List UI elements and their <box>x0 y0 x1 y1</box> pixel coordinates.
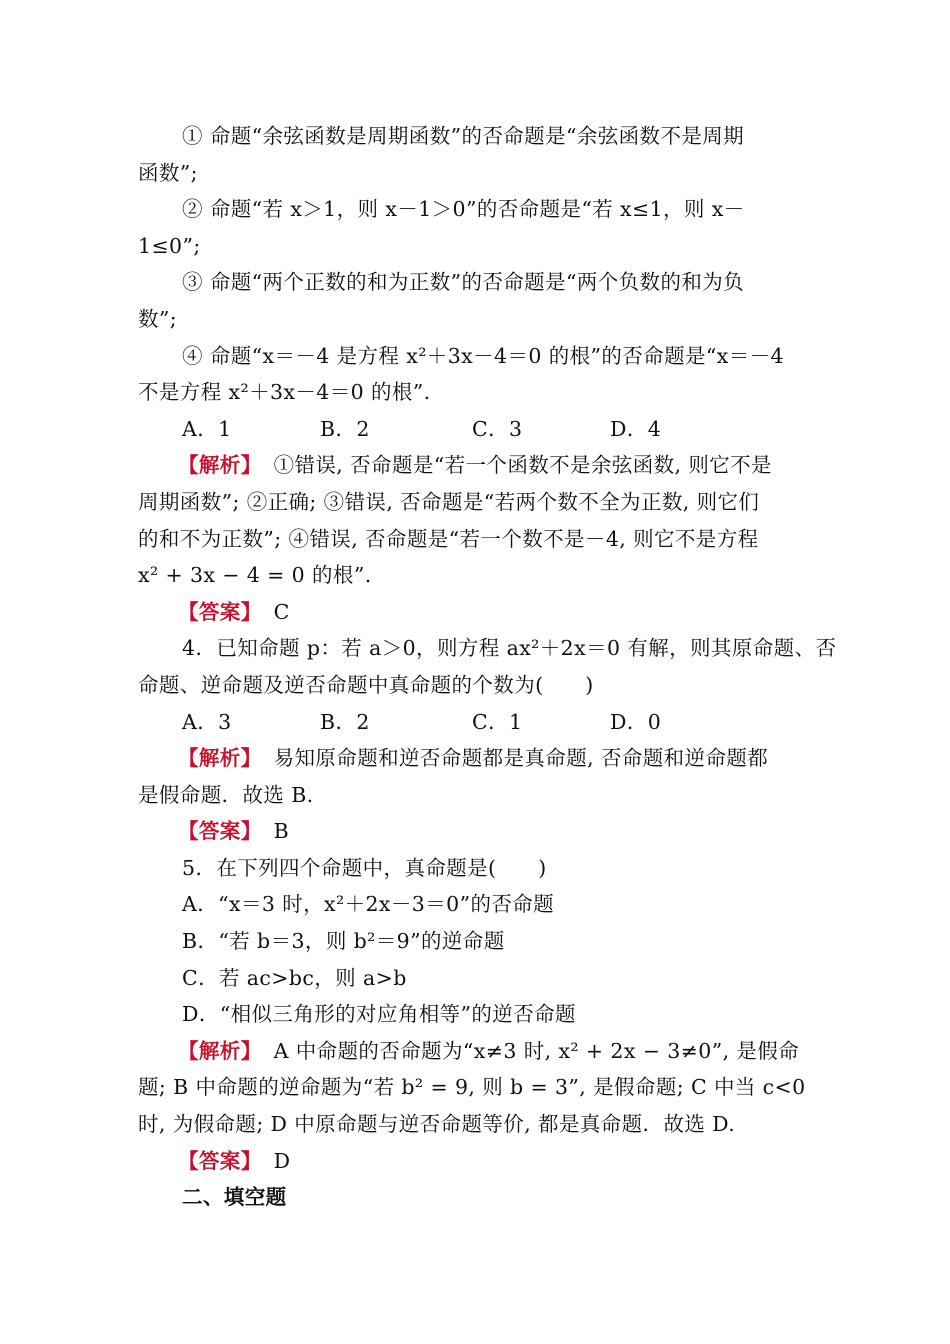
text-line: 函数”; <box>138 160 198 185</box>
tag-text: D <box>273 1148 291 1173</box>
answer-options <box>138 704 818 741</box>
tag-text: C <box>273 599 290 624</box>
text-line: D．“相似三角形的对应角相等”的逆否命题 <box>182 1002 576 1027</box>
option-b: B．2 <box>320 416 370 441</box>
document-body <box>138 118 837 1216</box>
analysis-line <box>138 1033 818 1070</box>
text-line: B．“若 b＝3，则 b²＝9”的逆命题 <box>182 929 505 954</box>
tag-text: ①错误, 否命题是“若一个函数不是余弦函数, 则它不是 <box>273 453 772 478</box>
text-line: A．“x＝3 时，x²＋2x－3＝0”的否命题 <box>182 892 555 917</box>
option-d: D．4 <box>610 416 662 441</box>
text-line: C．若 ac>bc，则 a>b <box>182 965 407 990</box>
text-line: ① 命题“余弦函数是周期函数”的否命题是“余弦函数不是周期 <box>182 124 745 148</box>
option-d: D．0 <box>610 709 662 734</box>
text-line: 时, 为假命题; D 中原命题与逆否命题等价, 都是真命题．故选 D. <box>138 1112 736 1137</box>
answer-line <box>138 1143 818 1180</box>
text-line: 不是方程 x²＋3x－4＝0 的根”. <box>138 380 431 405</box>
answer-tag: 【答案】 <box>178 1148 262 1173</box>
text-line: 题; B 中命题的逆命题为“若 b² = 9, 则 b = 3”, 是假命题; C 中当 c<0 <box>138 1075 806 1100</box>
text-line: 命题、逆命题及逆否命题中真命题的个数为( ) <box>138 672 594 697</box>
text-line: 4．已知命题 p：若 a＞0，则方程 ax²＋2x＝0 有解，则其原命题、否 <box>182 636 837 661</box>
option-a: A．1 <box>182 416 232 441</box>
analysis-tag: 【解析】 <box>178 453 262 478</box>
analysis-tag: 【解析】 <box>178 1038 262 1063</box>
answer-tag: 【答案】 <box>178 819 262 844</box>
answer-options <box>138 411 818 448</box>
text-line: 1≤0”; <box>138 233 201 258</box>
option-c: C．1 <box>472 709 523 734</box>
option-a: A．3 <box>182 709 232 734</box>
answer-line <box>138 594 818 631</box>
option-b: B．2 <box>320 709 370 734</box>
analysis-line <box>138 740 818 777</box>
text-line: 是假命题．故选 B. <box>138 782 314 807</box>
text-line: 5．在下列四个命题中，真命题是( ) <box>182 855 547 880</box>
text-line: ② 命题“若 x＞1，则 x－1＞0”的否命题是“若 x≤1，则 x－ <box>182 197 745 222</box>
text-line: 周期函数”; ②正确; ③错误, 否命题是“若两个数不全为正数, 则它们 <box>138 489 760 514</box>
text-line: ④ 命题“x＝－4 是方程 x²＋3x－4＝0 的根”的否命题是“x＝－4 <box>182 343 784 368</box>
text-line: 数”; <box>138 306 178 331</box>
option-c: C．3 <box>472 416 523 441</box>
section-heading: 二、填空题 <box>182 1185 287 1210</box>
tag-text: A 中命题的否命题为“x≠3 时, x² + 2x − 3≠0”, 是假命 <box>273 1038 800 1063</box>
text-line: ③ 命题“两个正数的和为正数”的否命题是“两个负数的和为负 <box>182 270 745 295</box>
answer-tag: 【答案】 <box>178 599 262 624</box>
tag-text: 易知原命题和逆否命题都是真命题, 否命题和逆命题都 <box>273 746 769 771</box>
text-line: 的和不为正数”; ④错误, 否命题是“若一个数不是－4, 则它不是方程 <box>138 526 759 551</box>
analysis-tag: 【解析】 <box>178 746 262 771</box>
answer-line <box>138 813 818 850</box>
text-line: x² + 3x − 4 = 0 的根”. <box>138 563 372 588</box>
analysis-line <box>138 447 818 484</box>
tag-text: B <box>273 819 290 844</box>
